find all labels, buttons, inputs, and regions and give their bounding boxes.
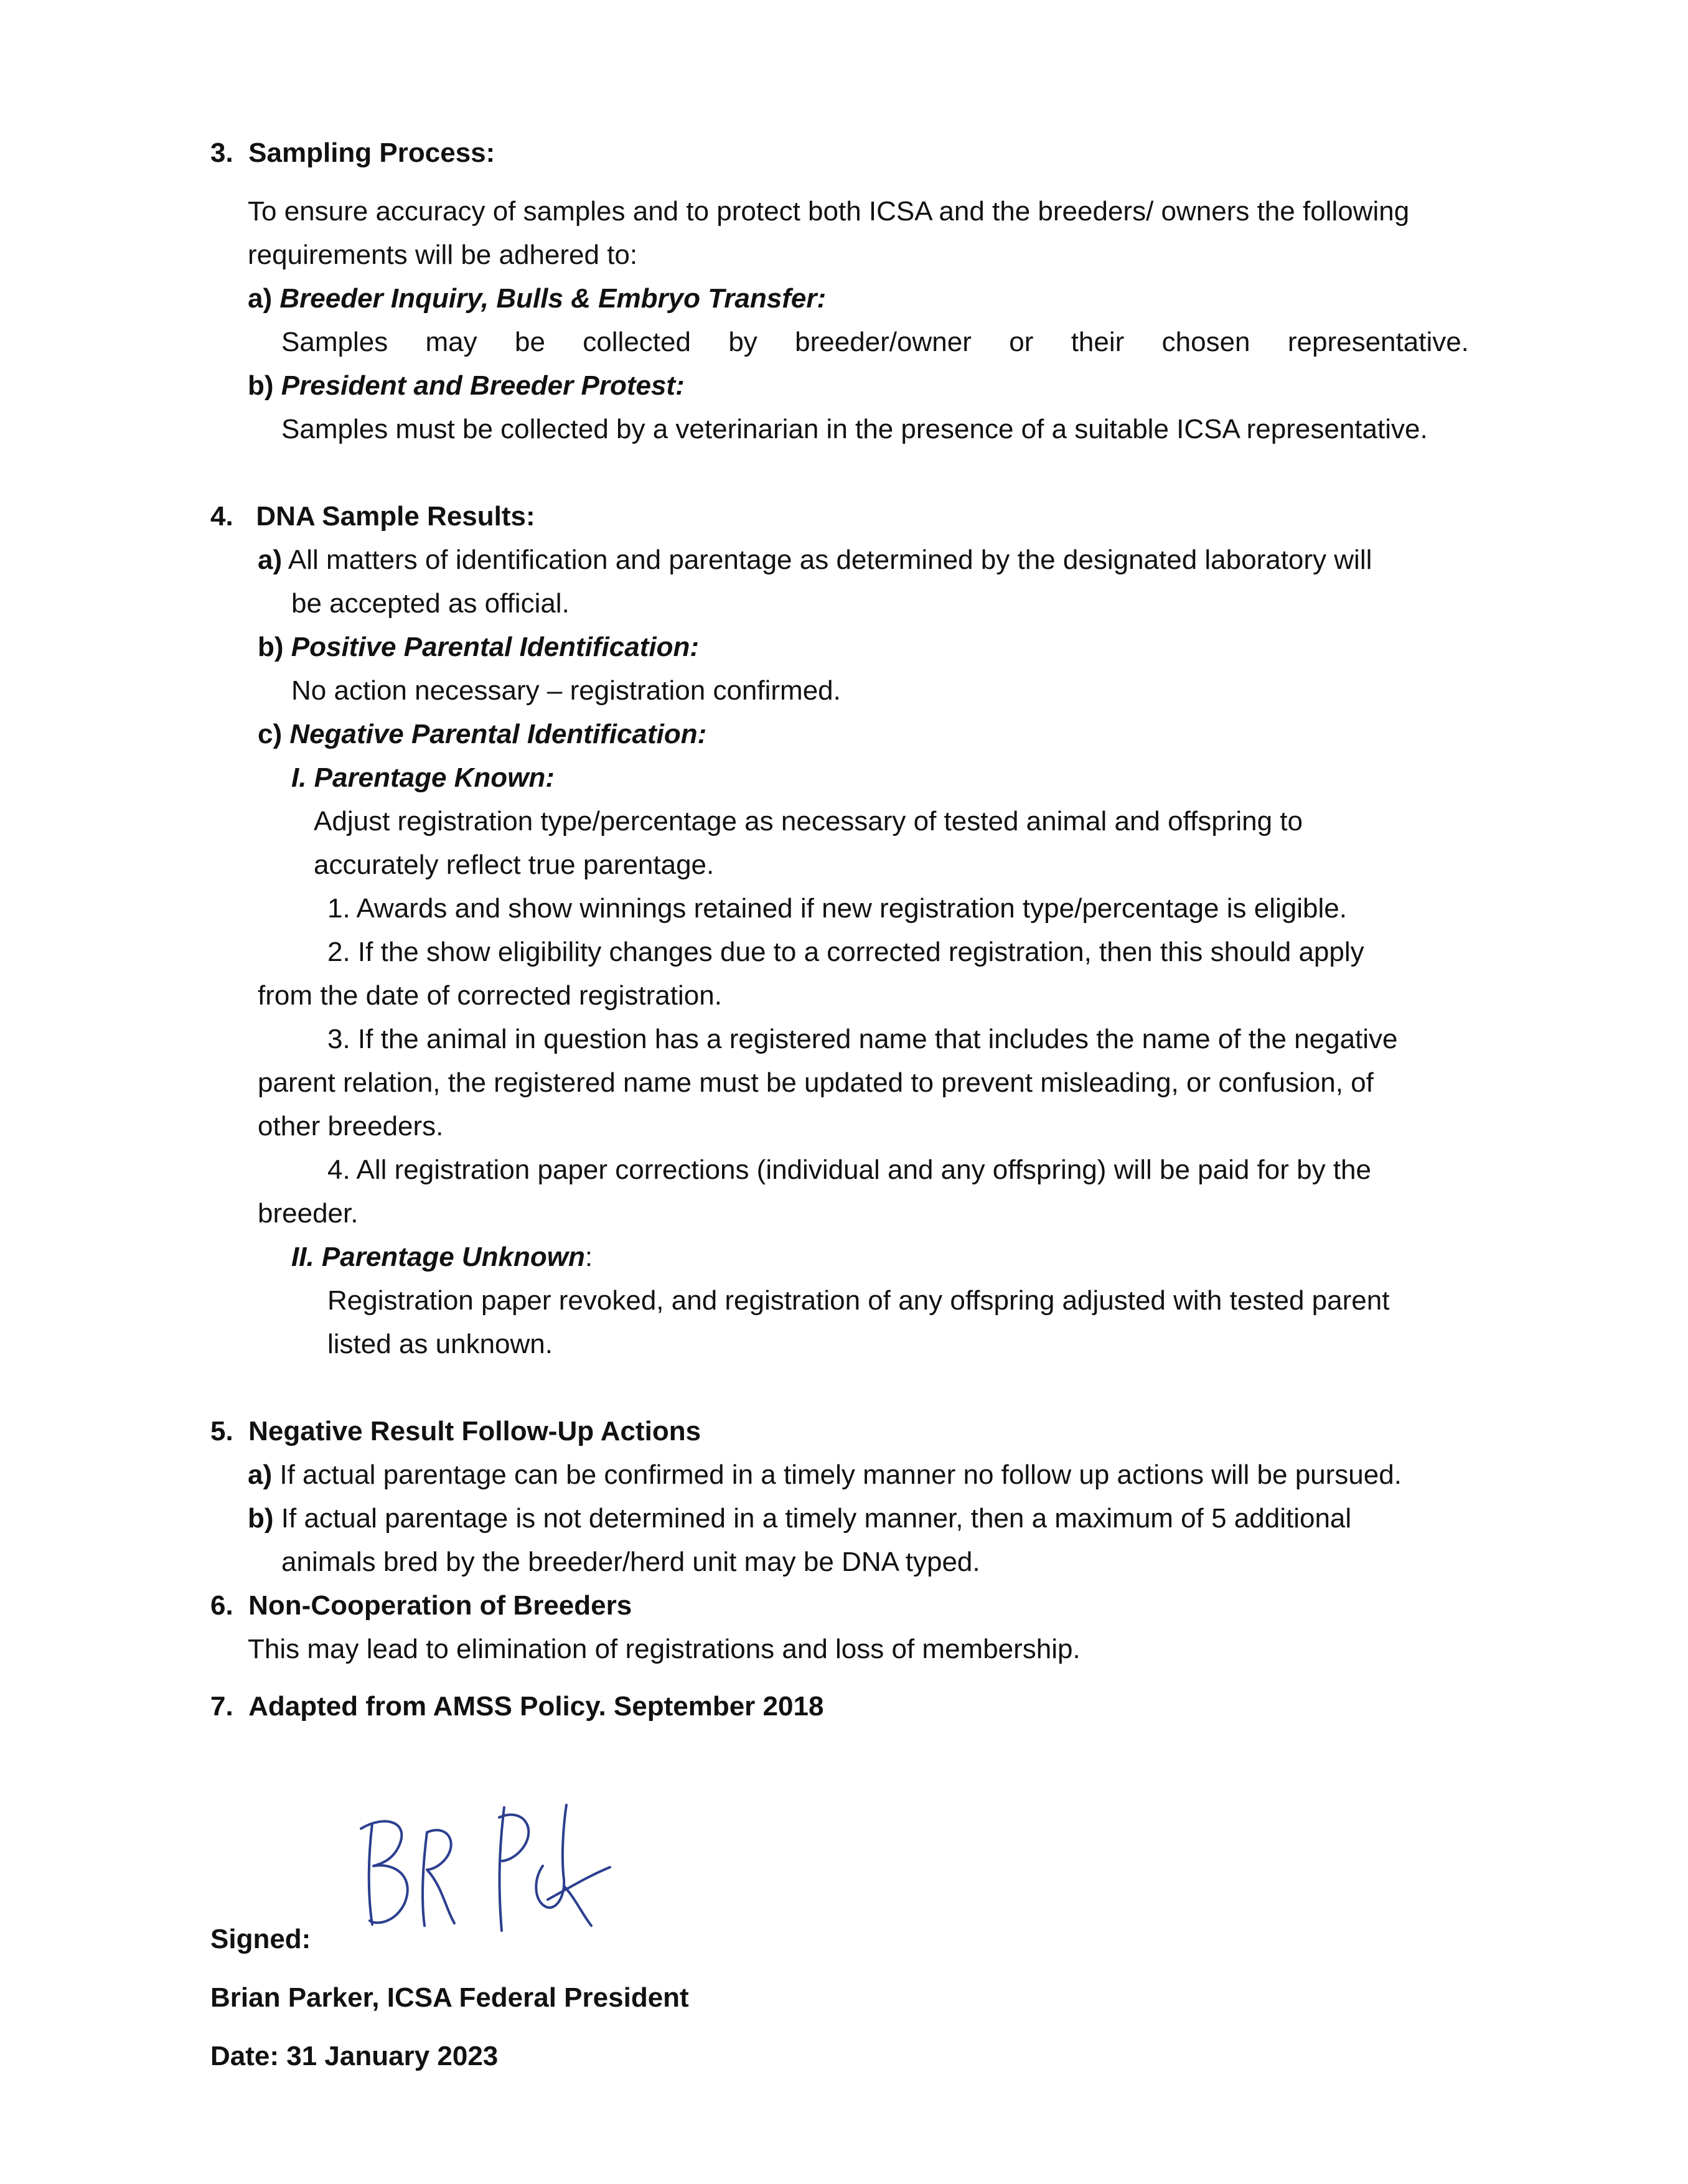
section-3b-label: b) — [248, 370, 274, 401]
section-4a-line-2: be accepted as official. — [291, 588, 570, 619]
section-3b-text: Samples must be collected by a veterinarian in the presence of a suitable ICSA representative. — [281, 414, 1428, 444]
section-5-heading — [210, 1413, 701, 1450]
section-4b-text: No action necessary – registration confirmed. — [291, 675, 841, 706]
section-7-title: Adapted from AMSS Policy. September 2018 — [248, 1691, 824, 1722]
section-3-title: Sampling Process: — [248, 138, 495, 168]
section-7-heading — [210, 1688, 823, 1725]
section-7-number: 7. — [210, 1691, 233, 1722]
parentage-known-item-3-line-2: parent relation, the registered name must be updated to prevent misleading, or confusion, of — [258, 1067, 1374, 1098]
parentage-known-text-2: accurately reflect true parentage. — [314, 850, 715, 880]
section-3-heading — [210, 134, 495, 172]
parentage-known-item-3-line-3: other breeders. — [258, 1111, 444, 1141]
section-5-title: Negative Result Follow-Up Actions — [248, 1416, 701, 1446]
section-5b-line-1 — [248, 1500, 1351, 1537]
section-5a-label: a) — [248, 1460, 273, 1490]
section-3-number: 3. — [210, 138, 233, 168]
handwritten-signature — [317, 1793, 616, 1954]
signature-date: Date: 31 January 2023 — [210, 2041, 499, 2071]
section-3a-title: Breeder Inquiry, Bulls & Embryo Transfer: — [279, 283, 827, 314]
section-3a-word: their — [1071, 327, 1125, 357]
section-5a-text: If actual parentage can be confirmed in a timely manner no follow up actions will be pursued. — [279, 1460, 1402, 1490]
section-3a-word: representative. — [1287, 327, 1469, 357]
section-3a-word: by — [728, 327, 757, 357]
section-6-heading — [210, 1587, 632, 1624]
section-3b-title: President and Breeder Protest: — [281, 370, 685, 401]
section-3-intro-line-1: To ensure accuracy of samples and to protect both ICSA and the breeders/ owners the following — [248, 196, 1410, 227]
section-3a-heading — [248, 280, 826, 317]
section-4b-title: Positive Parental Identification: — [291, 632, 700, 662]
parentage-known-item-4-line-1: 4. All registration paper corrections (individual and any offspring) will be paid for by the — [327, 1155, 1371, 1185]
parentage-unknown-text-2: listed as unknown. — [327, 1329, 553, 1359]
section-3a-word: collected — [583, 327, 691, 357]
section-4a-line-1 — [258, 541, 1372, 579]
signed-label: Signed: — [210, 1924, 311, 1954]
section-6-title: Non-Cooperation of Breeders — [248, 1590, 632, 1621]
parentage-unknown-text-1: Registration paper revoked, and registration of any offspring adjusted with tested parent — [327, 1285, 1390, 1316]
section-4c-label: c) — [258, 719, 283, 749]
parentage-unknown-heading — [291, 1239, 593, 1276]
section-6-number: 6. — [210, 1590, 233, 1621]
section-3a-text — [281, 324, 1469, 361]
section-3a-word: may — [425, 327, 477, 357]
parentage-known-item-2-line-1: 2. If the show eligibility changes due to a corrected registration, then this should apply — [327, 937, 1364, 967]
section-3a-label: a) — [248, 283, 273, 314]
section-4-number: 4. — [210, 501, 233, 532]
section-5b-line-2: animals bred by the breeder/herd unit may be DNA typed. — [281, 1547, 980, 1577]
section-5a-line — [248, 1456, 1402, 1494]
section-3b-heading — [248, 367, 685, 405]
section-3a-word: or — [1009, 327, 1034, 357]
section-3a-word: breeder/owner — [795, 327, 972, 357]
parentage-known-item-3-line-1: 3. If the animal in question has a registered name that includes the name of the negative — [327, 1024, 1398, 1054]
parentage-known-text-1: Adjust registration type/percentage as necessary of tested animal and offspring to — [314, 806, 1303, 837]
parentage-known-item-1: 1. Awards and show winnings retained if new registration type/percentage is eligible. — [327, 893, 1347, 924]
section-4c-heading — [258, 716, 706, 753]
section-4-title: DNA Sample Results: — [256, 501, 535, 532]
parentage-known-item-2-line-2: from the date of corrected registration. — [258, 980, 722, 1011]
section-3a-word: be — [515, 327, 545, 357]
section-4c-title: Negative Parental Identification: — [289, 719, 707, 749]
section-3a-word: chosen — [1161, 327, 1250, 357]
signatory-name: Brian Parker, ICSA Federal President — [210, 1982, 689, 2013]
section-3-intro-line-2: requirements will be adhered to: — [248, 240, 638, 270]
section-4a-label: a) — [258, 545, 283, 575]
parentage-known-heading: I. Parentage Known: — [291, 762, 555, 793]
section-5b-label: b) — [248, 1503, 274, 1534]
section-3a-word: Samples — [281, 327, 388, 357]
section-5b-text-1: If actual parentage is not determined in a timely manner, then a maximum of 5 additional — [281, 1503, 1352, 1534]
section-4b-heading — [258, 629, 699, 666]
parentage-unknown-title: II. Parentage Unknown — [291, 1242, 585, 1272]
section-6-text: This may lead to elimination of registrations and loss of membership. — [248, 1634, 1081, 1664]
parentage-unknown-colon: : — [584, 1242, 593, 1272]
parentage-known-item-4-line-2: breeder. — [258, 1198, 359, 1229]
section-5-number: 5. — [210, 1416, 233, 1446]
section-4b-label: b) — [258, 632, 284, 662]
section-4a-text-1: All matters of identification and parentage as determined by the designated laboratory will — [288, 545, 1372, 575]
section-4-heading — [210, 498, 535, 535]
